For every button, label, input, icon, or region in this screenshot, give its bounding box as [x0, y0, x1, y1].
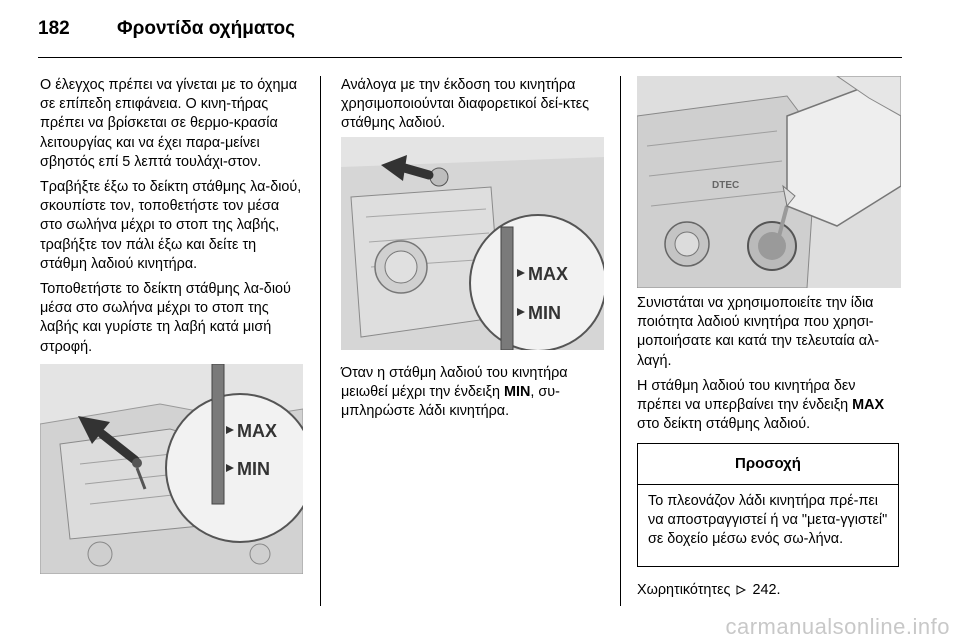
paragraph: Ο έλεγχος πρέπει να γίνεται με το όχημα σε επίπεδη επιφάνεια. Ο κινη-τήρας πρέπει να βρίσκεται σε θερμο-κρασία λειτουργίας και να έχει παρα-μείνει σβηστός επί 5 λεπτά τουλάχι-στον.: [40, 77, 298, 170]
column-divider: [320, 76, 321, 606]
caution-box: [637, 443, 899, 567]
engine-illustration: [40, 364, 303, 574]
paragraph: Τραβήξτε έξω το δείκτη στάθμης λα-διού, σκουπίστε τον, τοποθετήστε τον μέσα στο σωλήνα μέχρι το στοπ της λαβής, τραβήξτε τον πάλι έξω και δείτε τη στάθμη λαδιού κινητήρα.: [40, 179, 302, 272]
page-title: Φροντίδα οχήματος: [117, 18, 295, 39]
paragraph: Τοποθετήστε το δείκτη στάθμης λα-διού μέσα στο σωλήνα μέχρι το στοπ της λαβής και γυρίστε τη λαβή κατά μισή στροφή.: [40, 281, 291, 355]
watermark: carmanualsonline.info: [725, 614, 950, 639]
figure-refill-oil: [637, 76, 901, 288]
caution-title: Προσοχή: [638, 444, 898, 485]
xref-page: 242.: [752, 582, 781, 598]
paragraph: Ανάλογα με την έκδοση του κινητήρα χρησιμοποιούνται διαφορετικοί δεί-κτες στάθμης λαδιού.: [341, 77, 590, 132]
column-2-bottom-text: [341, 364, 605, 422]
column-divider: [620, 76, 621, 606]
xref-label: Χωρητικότητες: [637, 582, 731, 598]
engine-illustration: [341, 137, 604, 350]
paragraph: Η στάθμη λαδιού του κινητήρα δεν πρέπει να υπερβαίνει την ένδειξη MAX στο δείκτη στάθμης λαδιού.: [637, 377, 885, 433]
figure-dipstick-location-2: [341, 137, 604, 350]
min-mark-label: MIN: [237, 459, 270, 479]
min-term: MIN: [503, 384, 531, 401]
min-mark-label: MIN: [528, 303, 561, 323]
max-mark-label: MAX: [528, 264, 568, 284]
engine-cover-text: DTEC: [712, 180, 740, 191]
paragraph: Συνιστάται να χρησιμοποιείτε την ίδια ποιότητα λαδιού κινητήρα που χρησι-μοποιήσατε και κατά την τελευταία αλ-λαγή.: [637, 295, 880, 369]
column-3: [637, 294, 901, 434]
refill-illustration: [637, 76, 901, 288]
max-mark-label: MAX: [237, 421, 277, 441]
figure-dipstick-location-1: [40, 364, 303, 574]
caution-text: Το πλεονάζον λάδι κινητήρα πρέ-πει να αποστραγγιστεί ή να "μετα-γγιστεί" σε δοχείο μέσω ενός σω-λήνα.: [648, 493, 888, 548]
page-number: 182: [38, 18, 70, 39]
header-divider: [38, 57, 902, 58]
column-2: [341, 76, 605, 134]
cross-reference[interactable]: [637, 581, 780, 600]
paragraph: Όταν η στάθμη λαδιού του κινητήρα μειωθεί μέχρι την ένδειξη MIN, συ-μπληρώστε λάδι κινητήρα.: [341, 365, 568, 420]
page-reference-icon: [736, 585, 746, 595]
column-1: [40, 76, 304, 357]
max-term: MAX: [852, 397, 885, 414]
